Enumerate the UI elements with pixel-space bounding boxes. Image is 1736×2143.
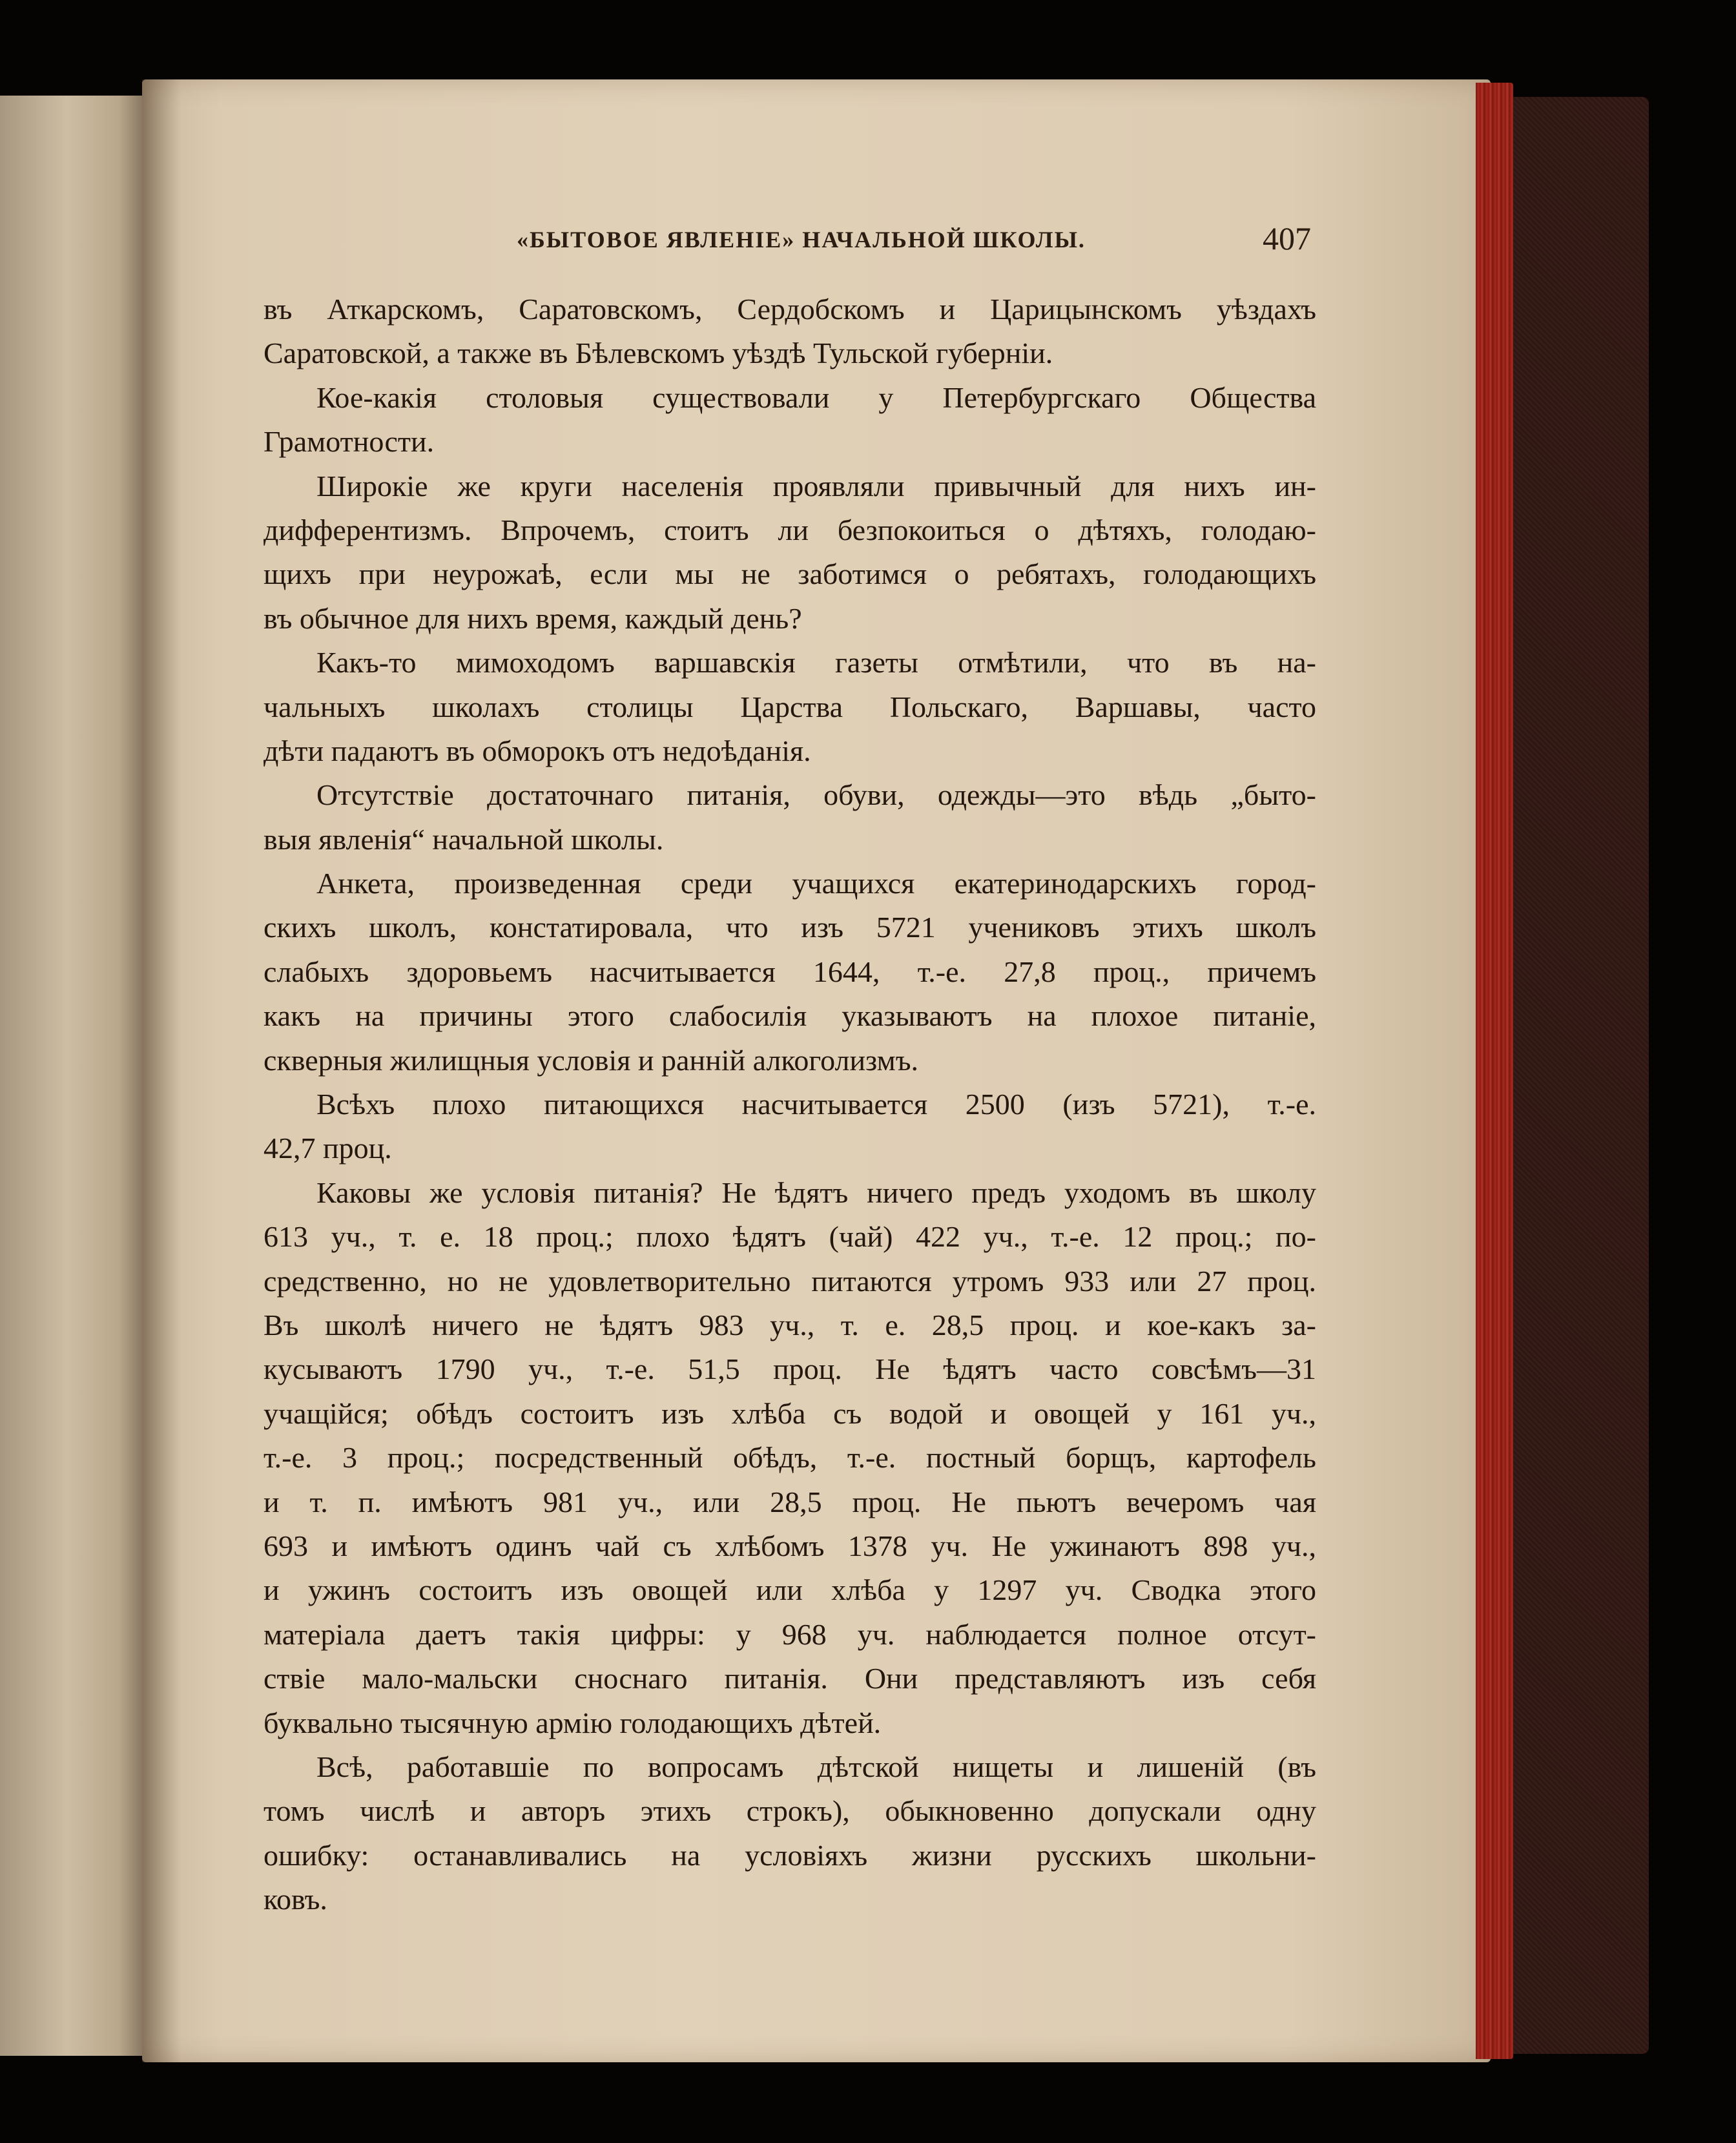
text-line: Анкета, произведенная среди учащихся екатеринодарскихъ город- — [316, 867, 1316, 900]
page-number: 407 — [1263, 220, 1311, 256]
text-line: ствіе мало-мальски сноснаго питанія. Они представляютъ изъ себя — [264, 1662, 1316, 1695]
text-line: 693 и имѣютъ одинъ чай съ хлѣбомъ 1378 уч. Не ужинаютъ 898 уч., — [264, 1529, 1316, 1562]
text-line: дѣти падаютъ въ обморокъ отъ недоѣданія. — [264, 734, 811, 767]
text-line: учащійся; обѣдъ состоитъ изъ хлѣба съ водой и овощей у 161 уч., — [264, 1396, 1316, 1430]
text-line: слабыхъ здоровьемъ насчитывается 1644, т.-е. 27,8 проц., причемъ — [264, 955, 1316, 988]
text-line: Широкіе же круги населенія проявляли привычный для нихъ ин- — [316, 469, 1316, 502]
text-line: томъ числѣ и авторъ этихъ строкъ), обыкновенно допускали одну — [264, 1794, 1316, 1828]
text-line: Всѣ, работавшіе по вопросамъ дѣтской нищеты и лишеній (въ — [316, 1750, 1316, 1783]
text-line: выя явленія“ начальной школы. — [264, 822, 664, 856]
text-line: матеріала даетъ такія цифры: у 968 уч. наблюдается полное отсут- — [264, 1617, 1316, 1651]
text-line: щихъ при неурожаѣ, если мы не заботимся о ребятахъ, голодающихъ — [264, 557, 1316, 591]
text-line: Какъ-то мимоходомъ варшавскія газеты отмѣтили, что въ на- — [316, 646, 1316, 679]
body-text — [264, 287, 1316, 1921]
text-line: Отсутствіе достаточнаго питанія, обуви, одежды—это вѣдь „быто- — [316, 778, 1316, 812]
gutter-shadow — [142, 79, 181, 2062]
text-line: кусываютъ 1790 уч., т.-е. 51,5 проц. Не ѣдятъ часто совсѣмъ—31 — [264, 1352, 1316, 1386]
text-line: т.-е. 3 проц.; посредственный обѣдъ, т.-е. постный борщъ, картофель — [264, 1441, 1316, 1475]
text-line: чальныхъ школахъ столицы Царства Польскаго, Варшавы, часто — [264, 690, 1316, 723]
text-line: скихъ школъ, констатировала, что изъ 5721 учениковъ этихъ школъ — [264, 911, 1316, 944]
text-line: ошибку: останавливались на условіяхъ жизни русскихъ школьни- — [264, 1838, 1316, 1872]
text-line: Каковы же условія питанія? Не ѣдятъ ничего предъ уходомъ въ школу — [316, 1175, 1316, 1209]
text-line: въ Аткарскомъ, Саратовскомъ, Сердобскомъ и Царицынскомъ уѣздахъ — [264, 293, 1316, 326]
text-line: и ужинъ состоитъ изъ овощей или хлѣба у 1297 уч. Сводка этого — [264, 1573, 1316, 1607]
text-line: 42,7 проц. — [264, 1132, 392, 1165]
red-page-edges — [1476, 83, 1513, 2059]
text-line: 613 уч., т. е. 18 проц.; плохо ѣдятъ (чай) 422 уч., т.-е. 12 проц.; по- — [264, 1220, 1316, 1254]
text-line: Въ школѣ ничего не ѣдятъ 983 уч., т. е. 28,5 проц. и кое-какъ за- — [264, 1308, 1316, 1341]
text-line: дифферентизмъ. Впрочемъ, стоитъ ли безпокоиться о дѣтяхъ, голодаю- — [264, 513, 1316, 546]
text-line: средственно, но не удовлетворительно питаются утромъ 933 или 27 проц. — [264, 1264, 1316, 1298]
text-line: въ обычное для нихъ время, каждый день? — [264, 601, 802, 635]
text-line: Кое-какія столовыя существовали у Петербургскаго Общества — [316, 380, 1316, 414]
text-line: Саратовской, а также въ Бѣлевскомъ уѣздѣ Тульской губерніи. — [264, 336, 1053, 370]
book-cover — [1513, 97, 1649, 2054]
text-line: и т. п. имѣютъ 981 уч., или 28,5 проц. Не пьютъ вечеромъ чая — [264, 1485, 1316, 1518]
page-header — [517, 220, 1311, 265]
text-line: Грамотности. — [264, 425, 435, 459]
text-line: какъ на причины этого слабосилія указываютъ на плохое питаніе, — [264, 999, 1316, 1033]
text-line: Всѣхъ плохо питающихся насчитывается 2500 (изъ 5721), т.-е. — [316, 1088, 1316, 1121]
text-line: скверныя жилищныя условія и ранній алкоголизмъ. — [264, 1043, 918, 1077]
text-line: буквально тысячную армію голодающихъ дѣтей. — [264, 1706, 882, 1739]
left-page-edge — [0, 96, 149, 2056]
text-line: ковъ. — [264, 1883, 327, 1916]
running-head: «БЫТОВОЕ ЯВЛЕНІЕ» НАЧАЛЬНОЙ ШКОЛЫ. — [517, 227, 1086, 253]
